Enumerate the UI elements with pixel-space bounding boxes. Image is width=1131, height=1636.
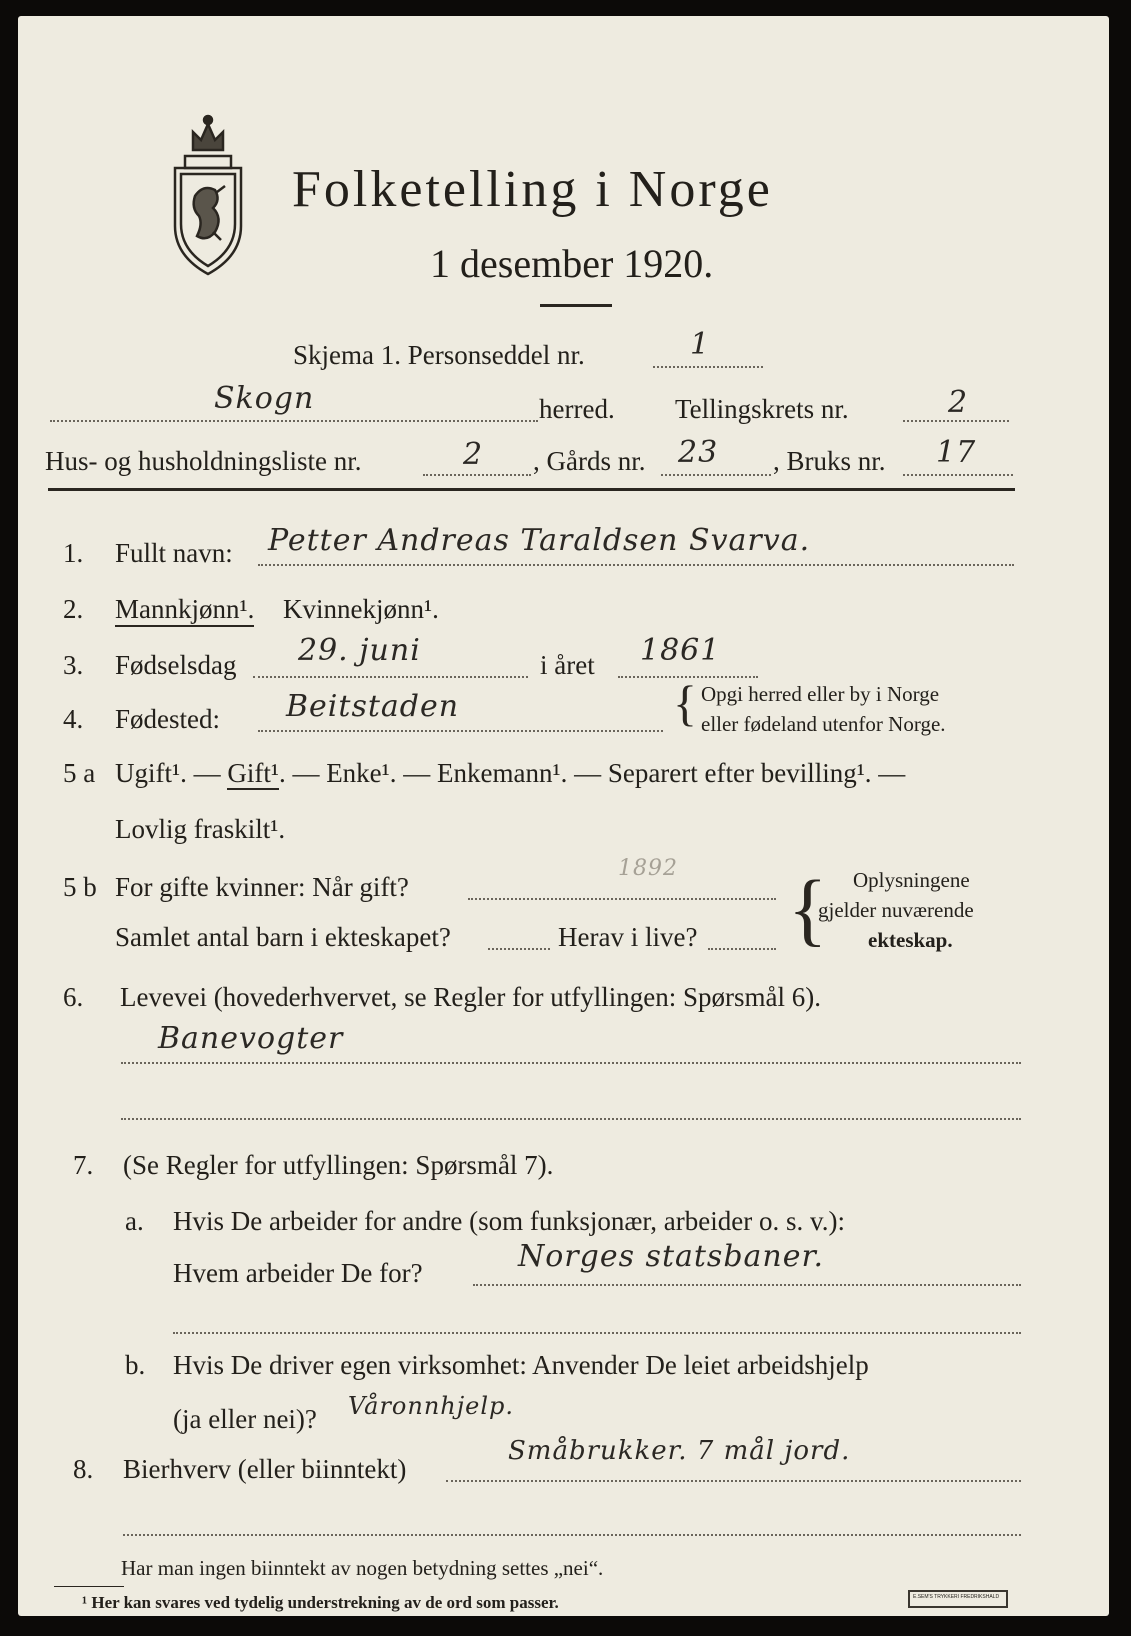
levevei-field-line-1 (121, 1062, 1021, 1064)
q7-label: (Se Regler for utfyllingen: Spørsmål 7). (123, 1150, 554, 1180)
q1-field-line (258, 564, 1014, 566)
herred-field-line (50, 420, 538, 422)
q5b-note-brace: { (788, 863, 828, 954)
footnote-divider (54, 1586, 124, 1587)
mannkjonn-option-underlined: Mannkjønn¹. (115, 596, 254, 627)
q5b-note-line3: ekteskap. (868, 928, 953, 952)
q4-number: 4. (63, 704, 84, 734)
fodselsdag-value: 29. juni (298, 633, 421, 668)
q7b-letter: b. (125, 1350, 146, 1380)
q6-number: 6. (63, 982, 84, 1012)
antal-barn-label: Samlet antal barn i ekteskapet? (115, 922, 451, 952)
herav-i-live-field-line (708, 948, 776, 950)
fodselsdag-field-line (253, 676, 528, 678)
q3-label: Fødselsdag (115, 650, 237, 680)
title-divider (540, 304, 612, 307)
q3-number: 3. (63, 650, 84, 680)
bruks-field-line (903, 474, 1013, 476)
tellingskrets-field-line (903, 420, 1009, 422)
hvem-arbeider-field-line (473, 1284, 1021, 1286)
q8-number: 8. (73, 1454, 94, 1484)
year-label: i året (540, 650, 595, 680)
q7b-label: Hvis De driver egen virksomhet: Anvender De leiet arbeidshjelp (173, 1350, 869, 1380)
ugift-option: Ugift¹. — (115, 758, 228, 788)
herred-label: herred. (539, 394, 615, 424)
q6-label: Levevei (hovederhvervet, se Regler for utfyllingen: Spørsmål 6). (120, 982, 822, 1012)
q1-label: Fullt navn: (115, 538, 233, 568)
q2-number: 2. (63, 594, 84, 624)
nar-gift-field-line (468, 898, 776, 900)
q5b-note-line2: gjelder nuværende (818, 898, 974, 922)
form-title: Folketelling i Norge (292, 161, 773, 218)
arbeidsgiver-field-line-2 (173, 1332, 1021, 1334)
q5b-number: 5 b (63, 872, 97, 902)
husliste-field-line (423, 474, 531, 476)
bruks-value: 17 (936, 435, 977, 470)
gards-value: 23 (678, 435, 719, 470)
gift-option-underlined: Gift¹ (227, 758, 279, 788)
printer-stamp (908, 1590, 1008, 1608)
personseddel-field-line (653, 366, 763, 368)
fodested-field-line (258, 730, 663, 732)
nar-gift-value: 1892 (618, 856, 678, 881)
norwegian-lion-crest-icon (163, 108, 253, 276)
footer-note: Har man ingen biinntekt av nogen betydning settes „nei“. (121, 1556, 604, 1580)
q4-label: Fødested: (115, 704, 220, 734)
husliste-value: 2 (463, 437, 484, 472)
q4-note-brace: { (673, 675, 697, 731)
q5b-note-line1: Oplysningene (853, 868, 970, 892)
arbeidsgiver-value: Norges statsbaner. (518, 1239, 825, 1274)
herred-value: Skogn (214, 381, 315, 416)
bruks-label: , Bruks nr. (773, 446, 886, 476)
year-value: 1861 (640, 633, 721, 668)
nar-gift-label: For gifte kvinner: Når gift? (115, 872, 409, 902)
q5a-line1 (115, 760, 905, 787)
tellingskrets-label: Tellingskrets nr. (675, 394, 849, 424)
gards-label: , Gårds nr. (533, 446, 646, 476)
tellingskrets-value: 2 (948, 385, 969, 420)
skjema-label: Skjema 1. Personseddel nr. (293, 340, 585, 370)
q8-label: Bierhverv (eller biinntekt) (123, 1454, 407, 1484)
antal-barn-field-line (488, 948, 550, 950)
fodested-value: Beitstaden (286, 689, 460, 724)
census-date: 1 desember 1920. (430, 241, 714, 286)
section-divider (48, 488, 1015, 491)
arbeidshjelp-value: Våronnhjelp. (348, 1392, 515, 1420)
husliste-label: Hus- og husholdningsliste nr. (45, 446, 362, 476)
census-form-page (18, 16, 1109, 1616)
footnote: ¹ Her kan svares ved tydelig understrekning av de ord som passer. (82, 1593, 559, 1612)
q5a-other-options: . — Enke¹. — Enkemann¹. — Separert efter bevilling¹. — (278, 758, 906, 788)
q7a-letter: a. (125, 1206, 144, 1236)
lovlig-fraskilt-option: Lovlig fraskilt¹. (115, 814, 286, 844)
bierhverv-field-line (446, 1480, 1021, 1482)
kvinnekjonn-option: Kvinnekjønn¹. (283, 594, 439, 624)
ja-eller-nei-label: (ja eller nei)? (173, 1404, 317, 1434)
q4-note-line2: eller fødeland utenfor Norge. (701, 712, 946, 736)
bierhverv-value: Småbrukker. 7 mål jord. (508, 1436, 851, 1466)
levevei-field-line-2 (121, 1118, 1021, 1120)
gards-field-line (661, 474, 771, 476)
personseddel-value: 1 (690, 327, 711, 362)
printer-stamp-text: E.SEM'S TRYKKERI FREDRIKSHALD (913, 1594, 1000, 1600)
q1-number: 1. (63, 538, 84, 568)
hvem-arbeider-label: Hvem arbeider De for? (173, 1258, 423, 1288)
q7-number: 7. (73, 1150, 94, 1180)
q7a-label: Hvis De arbeider for andre (som funksjonær, arbeider o. s. v.): (173, 1206, 845, 1236)
bierhverv-field-line-2 (123, 1534, 1021, 1536)
levevei-value: Banevogter (158, 1021, 344, 1056)
q4-note-line1: Opgi herred eller by i Norge (701, 682, 940, 706)
herav-i-live-label: Herav i live? (558, 922, 698, 952)
q5a-number: 5 a (63, 758, 96, 788)
full-name-value: Petter Andreas Taraldsen Svarva. (268, 523, 811, 558)
